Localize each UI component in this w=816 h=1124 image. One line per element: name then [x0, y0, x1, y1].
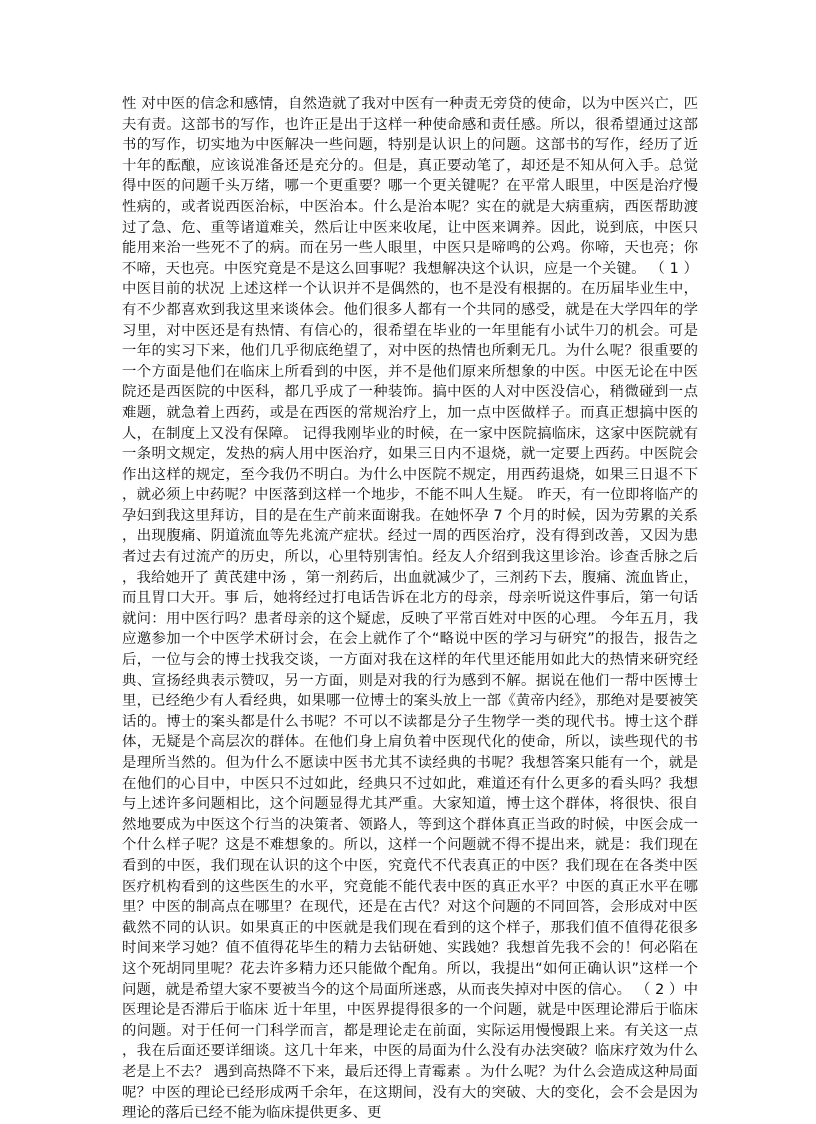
document-page	[122, 94, 698, 1122]
body-paragraph: 性 对中医的信念和感情，自然造就了我对中医有一种责无旁贷的使命，以为中医兴亡，匹夫有责。这部书的写作，也许正是出于这样一种使命感和责任感。所以，很希望通过这部书的写作，切实地为中医解决一些问题，特别是认识上的问题。这部书的写作，经历了近十年的酝酿，应该说准备还是充分的。但是，真正要动笔了，却还是不知从何入手。总觉得中医的问题千头万绪，哪一个更重要？哪一个更关键呢？在平常人眼里，中医是治疗慢性病的，或者说西医治标，中医治本。什么是治本呢？实在的就是大病重病，西医帮助渡过了急、危、重等诸道难关，然后让中医来收尾，让中医来调养。因此，说到底，中医只能用来治一些死不了的病。而在另一些人眼里，中医只是啼鸣的公鸡。你啼，天也亮；你不啼，天也亮。中医究竟是不是这么回事呢？我想解决这个认识，应是一个关键。 （ 1 ）中医目前的状况 上述这样一个认识并不是偶然的，也不是没有根据的。在历届毕业生中，有不少都喜欢到我这里来谈体会。他们很多人都有一个共同的感受，就是在大学四年的学习里，对中医还是有热情、有信心的，很希望在毕业的一年里能有小试牛刀的机会。可是一年的实习下来，他们几乎彻底绝望了，对中医的热情也所剩无几。为什么呢？很重要的一个方面是他们在临床上所看到的中医，并不是他们原来所想象的中医。中医无论在中医院还是西医院的中医科，都几乎成了一种装饰。搞中医的人对中医没信心，稍微碰到一点难题，就急着上西药，或是在西医的常规治疗上，加一点中医做样子。而真正想搞中医的人，在制度上又没有保障。 记得我刚毕业的时候，在一家中医院搞临床，这家中医院就有一条明文规定，发热的病人用中医治疗，如果三日内不退烧，就一定要上西药。中医院会作出这样的规定，至今我仍不明白。为什么中医院不规定，用西药退烧，如果三日退不下，就必须上中药呢？中医落到这样一个地步，不能不叫人生疑。 昨天，有一位即将临产的孕妇到我这里拜访，目的是在生产前来面谢我。在她怀孕 7 个月的时候，因为劳累的关系，出现腹痛、阴道流血等先兆流产症状。经过一周的西医治疗，没有得到改善，又因为患者过去有过流产的历史，所以，心里特别害怕。经友人介绍到我这里诊治。诊查舌脉之后，我给她开了 黄芪建中汤 ，第一剂药后，出血就减少了，三剂药下去，腹痛、流血皆止，而且胃口大开。事 后，她将经过打电话告诉在北方的母亲，母亲听说这件事后，第一句话就问：用中医行吗？患者母亲的这个疑虑，反映了平常百姓对中医的心理。 今年五月，我应邀参加一个中医学术研讨会，在会上就作了个“略说中医的学习与研究”的报告，报告之后，一位与会的博士找我交谈，一方面对我在这样的年代里还能用如此大的热情来研究经典、宣扬经典表示赞叹，另一方面，则是对我的行为感到不解。据说在他们一帮中医博士里，已经绝少有人看经典，如果哪一位博士的案头放上一部《黄帝内经》，那绝对是要被笑话的。博士的案头都是什么书呢？不可以不读都是分子生物学一类的现代书。博士这个群体，无疑是个高层次的群体。在他们身上肩负着中医现代化的使命，所以，读些现代的书是理所当然的。但为什么不愿读中医书尤其不读经典的书呢？我想答案只能有一个，就是在他们的心目中，中医只不过如此，经典只不过如此，难道还有什么更多的看头吗？我想与上述许多问题相比，这个问题显得尤其严重。大家知道，博士这个群体，将很快、很自然地要成为中医这个行当的决策者、领路人，等到这个群体真正当政的时候，中医会成一个什么样子呢？这是不难想象的。所以，这样一个问题就不得不提出来，就是：我们现在看到的中医，我们现在认识的这个中医，究竟代不代表真正的中医？我们现在在各类中医医疗机构看到的这些医生的水平，究竟能不能代表中医的真正水平？中医的真正水平在哪里？中医的制高点在哪里？在现代，还是在古代？对这个问题的不同回答，会形成对中医截然不同的认识。如果真正的中医就是我们现在看到的这个样子，那我们值不值得花很多时间来学习她？值不值得花毕生的精力去钻研她、实践她？我想首先我不会的！何必陷在这个死胡同里呢？花去许多精力还只能做个配角。所以，我提出“如何正确认识”这样一个问题，就是希望大家不要被当今的这个局面所迷惑，从而丧失掉对中医的信心。 （ 2 ）中医理论是否滞后于临床 近十年里，中医界提得很多的一个问题，就是中医理论滞后于临床的问题。对于任何一门科学而言，都是理论走在前面，实际运用慢慢跟上来。有关这一点，我在后面还要详细谈。这几十年来，中医的局面为什么没有办法突破？临床疗效为什么老是上不去？ 遇到高热降不下来，最后还得上青霉素 。为什么呢？为什么会造成这种局面呢？中医的理论已经形成两千余年，在这期间，没有大的突破、大的变化，会不会是因为理论的落后已经不能为临床提供更多、更	[122, 96, 698, 1122]
